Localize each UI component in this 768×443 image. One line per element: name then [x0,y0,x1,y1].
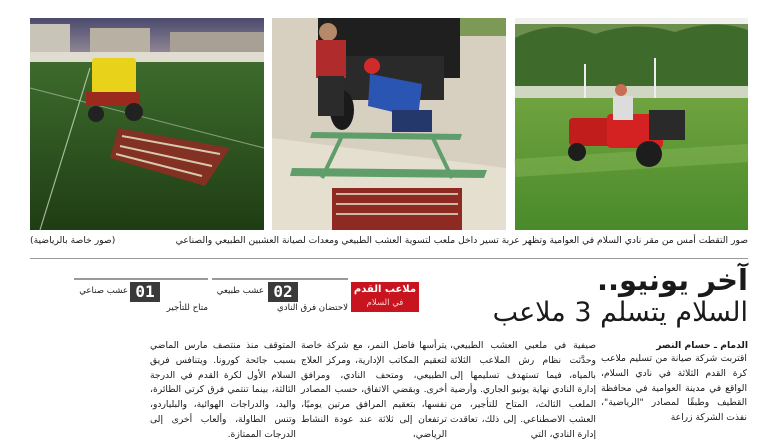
stat-natural-grass [212,282,348,314]
workers-sand-illustration [272,18,506,230]
photo-caption [30,234,748,248]
caption-credit: (صور خاصة بالرياضية) [30,235,116,246]
article-column-1: اقتربت شركة صيانة من تسليم ملاعب كرة القدم الثلاثة في نادي السلام، الواقع في مدينة العوامية في محافظة القطيف وطبقًا لمصادر "الرياضية"، نفذت الشركة زراعة [601,353,747,424]
subheadline: السلام يتسلم 3 ملاعب [492,297,748,328]
article-column-4: المتوقف منذ منتصف مارس الماضي بسبب جائحة كورونا. ويتنافس فريق السلام الأول لكرة القدم في الدرجة الثالثة، بينما تنتمي فرق كرتي الطائرة، واليد، والدراجات الهوائية، والبلياردو، وتنس الطاولة، وألعاب أخرى إلى الدرجات الممتازة. [150,340,296,440]
kicker-box [351,282,419,312]
headline: آخر يونيو.. [597,263,748,297]
photo-lawn-mower-field [515,18,748,230]
stat-number: 01 [130,282,160,302]
caption-text: صور التقطت أمس من مقر نادي السلام في العوامية وتظهر عربة تسير داخل ملعب لتسوية العشب الطبيعي ومعدات لصيانة العشبين الطبيعي والصناعي [175,235,748,246]
stat-number: 02 [268,282,298,302]
kicker-title: ملاعب القدم [353,284,417,295]
stat-rule [212,278,348,280]
stat-rule [74,278,208,280]
mower-field-illustration [515,18,748,230]
stat-artificial-grass [74,282,208,314]
byline: الدمام ـ حسام النصر [656,340,748,351]
stat-label: عشب طبيعي [216,286,264,296]
stat-description: لاحتضان فرق النادي [277,303,348,313]
kicker-subtitle: في السلام [366,298,404,308]
divider [30,258,748,259]
photo-night-field-tractor [30,18,264,230]
article-column-2: صيفية في ملعبي العشب الطبيعي، وحدَّثت نظام رش الملاعب الثلاثة بالمياه، فيما تستهدف تسليمها إلى إدارة النادي نهاية يونيو الجاري. وأرضية الملعب الثالث، المتاح للتأجير، من العشب الاصطناعي. إلى ذلك، تعاقدت إدارة النادي، التي [450,340,596,440]
stat-description: متاح للتأجير [166,303,208,313]
stat-label: عشب صناعي [79,286,128,296]
article-column-3: يترأسها فاضل النمر، مع شركة خاصة لتعقيم المكاتب الإدارية، ومركز العلاج الطبيعي، ومتحف النادي، ومرافق أخرى. وبقضي الاتفاق، حسب المصادر نفسها، بتعقيم المرافق مرتين يوميًا، ترتفعان إلى ثلاثة عند عودة النشاط الرياضي، [301,340,447,440]
night-field-illustration [30,18,264,230]
photo-workers-sand-field [272,18,506,230]
